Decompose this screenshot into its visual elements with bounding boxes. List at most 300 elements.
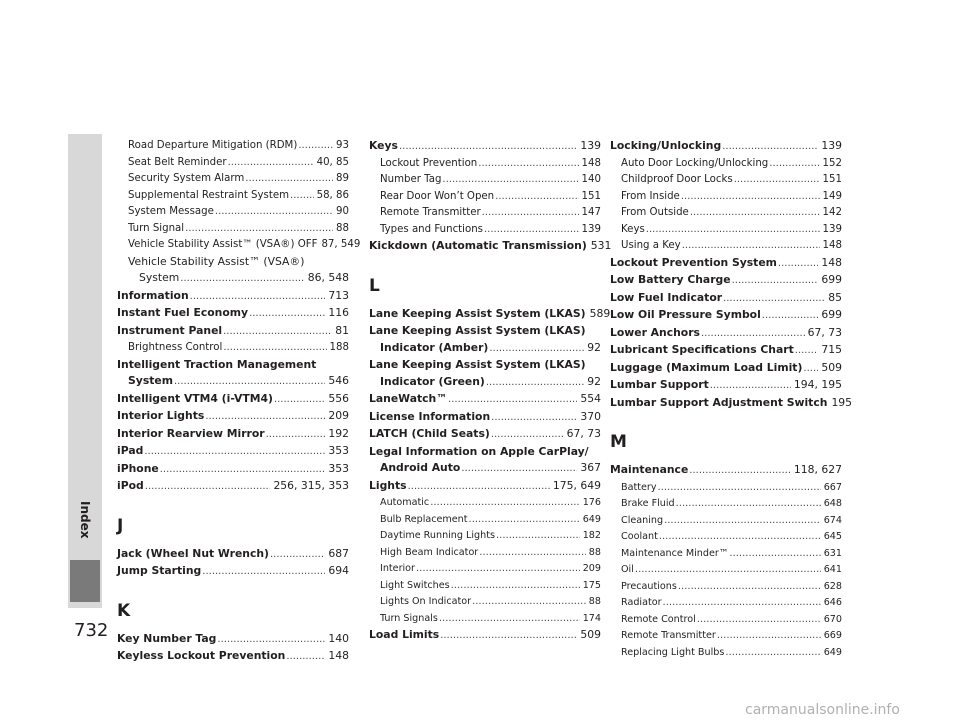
index-subentry[interactable] xyxy=(117,155,349,172)
index-subentry[interactable] xyxy=(369,205,601,222)
index-entry-pages[interactable]: 370 xyxy=(580,409,601,423)
index-entry-pages[interactable]: 58, 86 xyxy=(316,189,349,201)
index-entry-term: Turn Signals xyxy=(380,612,438,624)
index-entry[interactable] xyxy=(117,546,349,564)
index-entry-line xyxy=(380,528,601,545)
leader-dots xyxy=(491,427,564,444)
index-entry-line xyxy=(610,360,842,378)
index-subentry[interactable] xyxy=(369,156,601,173)
index-entry[interactable] xyxy=(117,563,349,581)
index-subentry[interactable] xyxy=(610,156,842,173)
index-entry-term: Lights On Indicator xyxy=(380,596,472,607)
index-entry[interactable] xyxy=(610,360,842,378)
index-subentry[interactable] xyxy=(369,528,601,545)
index-subentry[interactable] xyxy=(610,189,842,206)
leader-dots xyxy=(145,479,271,496)
index-entry[interactable] xyxy=(610,138,842,156)
index-entry-term: Instant Fuel Economy xyxy=(117,306,249,319)
index-entry-pages[interactable]: 148 xyxy=(581,157,601,169)
index-entry-pages[interactable]: 81 xyxy=(335,323,349,337)
index-entry[interactable] xyxy=(117,323,349,341)
index-subentry[interactable] xyxy=(610,595,842,612)
leader-dots xyxy=(442,172,578,189)
index-entry-term: Auto Door Locking/Unlocking xyxy=(621,157,769,169)
leader-dots xyxy=(190,289,326,306)
index-entry-line xyxy=(117,648,349,666)
index-entry-term: Using a Key xyxy=(621,240,681,251)
index-entry-term: iPad xyxy=(117,444,144,457)
index-entry-line xyxy=(621,546,842,563)
index-subentry[interactable] xyxy=(610,579,842,596)
index-entry-term: Keyless Lockout Prevention xyxy=(117,649,286,662)
leader-dots xyxy=(223,340,326,357)
index-entry-pages[interactable]: 509 xyxy=(821,360,842,374)
index-entry[interactable] xyxy=(369,238,612,256)
index-entry-line xyxy=(621,480,842,497)
index-entry[interactable] xyxy=(610,325,842,343)
index-subentry[interactable] xyxy=(610,645,842,662)
index-subentry[interactable] xyxy=(117,221,349,238)
index-subentry[interactable] xyxy=(369,594,601,611)
index-entry-line xyxy=(117,373,349,391)
index-entry-term: Intelligent VTM4 (i-VTM4) xyxy=(117,391,273,405)
index-entry-pages[interactable]: 209 xyxy=(328,409,349,422)
leader-dots xyxy=(701,326,805,343)
index-entry[interactable] xyxy=(610,290,842,308)
index-entry-pages[interactable]: 88 xyxy=(336,222,349,234)
index-entry-line xyxy=(621,189,842,206)
leader-dots xyxy=(274,392,325,409)
index-entry[interactable] xyxy=(117,443,349,461)
index-entry-term-first-line: Legal Information on Apple CarPlay/ xyxy=(369,444,589,458)
index-subentry[interactable] xyxy=(610,612,842,629)
index-entry-line xyxy=(621,172,842,189)
index-subentry[interactable] xyxy=(610,546,842,563)
leader-dots xyxy=(663,595,821,612)
index-entry-pages[interactable]: 85 xyxy=(828,290,842,304)
index-entry-line xyxy=(117,408,349,426)
index-entry-pages[interactable]: 139 xyxy=(821,139,842,152)
index-entry-term: Remote Transmitter xyxy=(621,630,716,641)
index-entry-line xyxy=(610,307,842,325)
leader-dots xyxy=(205,409,325,426)
index-entry[interactable] xyxy=(117,288,349,306)
index-entry-term: Childproof Door Locks xyxy=(621,174,733,185)
leader-dots xyxy=(762,308,819,325)
leader-dots xyxy=(249,306,325,323)
index-entry-line xyxy=(610,377,842,395)
index-entry-pages[interactable]: 188 xyxy=(329,342,349,353)
leader-dots xyxy=(430,495,579,512)
index-entry-term: Locking/Unlocking xyxy=(610,139,722,152)
index-entry[interactable] xyxy=(369,138,601,156)
index-entry-term: iPod xyxy=(117,479,144,492)
index-entry-term: System xyxy=(139,271,180,284)
leader-dots xyxy=(298,138,333,155)
index-entry-term: iPhone xyxy=(117,461,159,475)
leader-dots xyxy=(270,547,325,564)
index-entry-term: Automatic xyxy=(380,497,430,508)
index-entry[interactable] xyxy=(369,627,601,645)
index-entry-term: Instrument Panel xyxy=(117,323,223,337)
index-entry[interactable] xyxy=(610,272,842,290)
index-subentry[interactable] xyxy=(369,189,601,206)
page-number: 732 xyxy=(74,620,109,641)
index-entry-pages[interactable]: 140 xyxy=(328,631,349,645)
index-entry-pages[interactable]: 116 xyxy=(328,306,349,319)
index-entry-pages[interactable]: 715 xyxy=(821,343,842,356)
index-entry[interactable] xyxy=(117,648,349,666)
index-entry-pages[interactable]: 649 xyxy=(582,513,601,525)
leader-dots xyxy=(778,256,818,273)
leader-dots xyxy=(717,628,821,645)
index-entry-pages[interactable]: 118, 627 xyxy=(793,463,842,476)
leader-dots xyxy=(710,378,791,395)
index-entry-pages[interactable]: 694 xyxy=(328,564,349,577)
index-entry-line xyxy=(621,645,842,662)
index-entry-term: Remote Transmitter xyxy=(380,207,481,218)
index-entry-line xyxy=(621,628,842,645)
index-entry-term: Lane Keeping Assist System (LKAS) xyxy=(369,306,586,320)
leader-dots xyxy=(215,204,333,221)
index-subentry[interactable] xyxy=(369,222,601,239)
index-entry-line xyxy=(128,204,349,221)
index-entry-pages[interactable]: 86, 548 xyxy=(307,271,349,284)
leader-dots xyxy=(484,222,579,239)
index-entry-pages[interactable]: 151 xyxy=(581,190,601,202)
index-entry-pages[interactable]: 92 xyxy=(587,340,601,354)
index-entry-line xyxy=(128,188,349,205)
index-entry-pages[interactable]: 628 xyxy=(823,580,842,592)
index-entry[interactable] xyxy=(369,357,601,391)
leader-dots xyxy=(734,172,820,189)
leader-dots xyxy=(664,513,821,530)
index-entry-pages[interactable]: 89 xyxy=(336,173,349,184)
index-entry-pages[interactable]: 88 xyxy=(588,596,601,607)
index-entry-pages[interactable]: 256, 315, 353 xyxy=(273,479,349,492)
index-entry-line xyxy=(128,340,349,357)
leader-dots xyxy=(461,461,577,478)
index-entry-line xyxy=(610,138,842,156)
index-entry-pages[interactable]: 641 xyxy=(823,564,842,575)
index-entry-pages[interactable]: 353 xyxy=(328,461,349,475)
index-entry[interactable] xyxy=(610,395,853,413)
index-entry-term: Load Limits xyxy=(369,628,440,641)
index-entry[interactable] xyxy=(369,391,601,409)
index-entry-term: Interior Rearview Mirror xyxy=(117,426,265,440)
index-entry-pages[interactable]: 631 xyxy=(823,547,842,559)
index-entry[interactable] xyxy=(369,323,601,357)
index-subentry[interactable] xyxy=(610,496,842,513)
index-subentry[interactable] xyxy=(610,222,842,239)
index-entry[interactable] xyxy=(369,306,611,324)
index-entry-pages[interactable]: 175 xyxy=(582,579,601,591)
index-entry-term: Information xyxy=(117,288,189,302)
index-subentry[interactable] xyxy=(610,513,842,530)
index-entry-pages[interactable]: 554 xyxy=(580,392,601,405)
index-entry[interactable] xyxy=(369,409,601,427)
index-entry-pages[interactable]: 151 xyxy=(822,174,842,185)
leader-dots xyxy=(399,139,577,156)
leader-dots xyxy=(491,410,577,427)
index-entry[interactable] xyxy=(369,478,601,496)
index-subentry[interactable] xyxy=(117,188,349,205)
index-entry-pages[interactable]: 40, 85 xyxy=(316,156,349,168)
leader-dots xyxy=(408,479,550,496)
leader-dots xyxy=(223,324,332,341)
index-entry-line xyxy=(610,325,842,343)
index-entry-term: Precautions xyxy=(621,580,677,592)
index-entry-line xyxy=(621,513,842,530)
index-entry-line xyxy=(621,612,842,629)
index-entry-pages[interactable]: 149 xyxy=(822,190,842,202)
index-entry-pages[interactable]: 699 xyxy=(821,308,842,321)
index-entry-pages[interactable]: 669 xyxy=(823,630,842,641)
index-entry-pages[interactable]: 93 xyxy=(336,140,349,151)
index-entry-line xyxy=(369,627,601,645)
leader-dots xyxy=(478,156,578,173)
index-entry-pages[interactable]: 699 xyxy=(821,273,842,286)
index-subentry[interactable] xyxy=(117,237,361,254)
index-entry[interactable] xyxy=(610,307,842,325)
index-entry-pages[interactable]: 175, 649 xyxy=(552,478,601,492)
index-entry-term: Turn Signal xyxy=(128,222,185,234)
leader-dots xyxy=(722,139,818,156)
index-entry-term: LATCH (Child Seats) xyxy=(369,427,490,440)
index-entry-pages[interactable]: 546 xyxy=(328,374,349,387)
leader-dots xyxy=(290,188,314,205)
leader-dots xyxy=(228,155,314,172)
index-entry-line xyxy=(621,238,842,255)
index-entry-pages[interactable]: 174 xyxy=(582,612,601,624)
index-entry-pages[interactable]: 139 xyxy=(822,223,842,235)
index-entry-pages[interactable]: 713 xyxy=(328,288,349,302)
index-entry-line xyxy=(380,495,601,512)
index-entry[interactable] xyxy=(610,255,842,273)
leader-dots xyxy=(681,189,820,206)
index-entry-line xyxy=(610,395,853,413)
sidebar-tab-marker xyxy=(70,560,100,602)
index-entry-pages[interactable]: 67, 73 xyxy=(566,427,601,440)
leader-dots xyxy=(472,594,586,611)
leader-dots xyxy=(732,273,819,290)
index-entry[interactable] xyxy=(117,391,349,409)
index-entry-line xyxy=(128,171,349,188)
index-entry[interactable] xyxy=(369,444,601,478)
index-subentry[interactable] xyxy=(369,611,601,628)
index-entry-pages[interactable]: 649 xyxy=(823,646,842,658)
index-entry-pages[interactable]: 88 xyxy=(588,546,601,558)
index-entry-term: Coolant xyxy=(621,531,658,542)
index-entry[interactable] xyxy=(117,631,349,649)
index-entry-pages[interactable]: 87, 549 xyxy=(321,239,361,250)
leader-dots xyxy=(482,205,579,222)
index-entry-line xyxy=(380,611,601,628)
index-entry-term: Lower Anchors xyxy=(610,325,700,339)
index-entry-pages[interactable]: 646 xyxy=(823,597,842,608)
index-entry-pages[interactable]: 176 xyxy=(582,497,601,508)
index-entry-line xyxy=(369,409,601,427)
index-subentry[interactable] xyxy=(369,172,601,189)
index-entry-term: Luggage (Maximum Load Limit) xyxy=(610,360,803,374)
index-entry-line xyxy=(610,342,842,360)
index-entry[interactable] xyxy=(117,426,349,444)
index-entry-pages[interactable]: 140 xyxy=(581,174,601,185)
index-entry-pages[interactable]: 139 xyxy=(580,139,601,152)
index-entry-line xyxy=(621,579,842,596)
leader-dots xyxy=(658,480,821,497)
index-entry[interactable] xyxy=(117,305,349,323)
index-entry-term: Road Departure Mitigation (RDM) xyxy=(128,140,298,151)
leader-dots xyxy=(144,444,325,461)
index-entry-term: Battery xyxy=(621,481,657,493)
index-entry-pages[interactable]: 147 xyxy=(581,207,601,218)
index-entry-pages[interactable]: 152 xyxy=(822,157,842,169)
leader-dots xyxy=(266,427,326,444)
index-entry[interactable] xyxy=(369,426,601,444)
leader-dots xyxy=(439,611,580,628)
leader-dots xyxy=(286,649,325,666)
index-entry-term: Bulb Replacement xyxy=(380,513,468,525)
index-subentry[interactable] xyxy=(117,171,349,188)
index-entry-line xyxy=(117,270,349,288)
index-letter-heading: M xyxy=(610,432,627,452)
index-entry-pages[interactable]: 142 xyxy=(822,207,842,218)
index-entry-term: Brake Fluid xyxy=(621,498,675,509)
index-entry-term: Indicator (Green) xyxy=(380,374,485,388)
index-subentry[interactable] xyxy=(610,628,842,645)
index-subentry[interactable] xyxy=(117,204,349,221)
index-subentry[interactable] xyxy=(610,562,842,579)
index-entry-line xyxy=(117,305,349,323)
index-entry-line xyxy=(128,221,349,238)
index-entry-pages[interactable]: 645 xyxy=(823,531,842,542)
index-entry-term: Lumbar Support xyxy=(610,378,709,391)
leader-dots xyxy=(729,546,820,563)
index-entry-pages[interactable]: 556 xyxy=(328,391,349,405)
index-entry[interactable] xyxy=(117,461,349,479)
index-entry-pages[interactable]: 589 xyxy=(589,306,611,320)
index-subentry[interactable] xyxy=(369,512,601,529)
leader-dots xyxy=(217,632,325,649)
leader-dots xyxy=(245,171,333,188)
index-entry-pages[interactable]: 192 xyxy=(328,426,349,440)
leader-dots xyxy=(697,612,821,629)
index-entry-line xyxy=(369,374,601,392)
index-entry[interactable] xyxy=(610,377,842,395)
leader-dots xyxy=(489,341,584,358)
index-entry-term: System Message xyxy=(128,206,214,217)
index-entry-pages[interactable]: 531 xyxy=(590,239,612,252)
index-entry-line xyxy=(621,205,842,222)
index-entry-line xyxy=(380,561,601,578)
index-entry-term: System xyxy=(128,374,173,387)
index-entry-pages[interactable]: 670 xyxy=(823,613,842,625)
index-entry-pages[interactable]: 92 xyxy=(587,374,601,388)
index-entry-pages[interactable]: 148 xyxy=(328,649,349,662)
watermark: carmanualsonline.info xyxy=(745,702,900,718)
index-entry[interactable] xyxy=(117,408,349,426)
index-letter-heading: L xyxy=(369,275,380,296)
index-subentry[interactable] xyxy=(610,205,842,222)
index-entry-line xyxy=(128,138,349,155)
index-entry-line xyxy=(610,255,842,273)
index-entry-pages[interactable]: 90 xyxy=(336,206,349,217)
index-entry-pages[interactable]: 67, 73 xyxy=(807,325,842,339)
index-entry-pages[interactable]: 194, 195 xyxy=(793,378,842,391)
index-entry-line xyxy=(369,460,601,478)
index-entry[interactable] xyxy=(610,462,842,480)
index-entry-pages[interactable]: 182 xyxy=(582,530,601,541)
leader-dots xyxy=(185,221,333,238)
index-entry-line xyxy=(621,562,842,579)
index-entry-term-first-line: Vehicle Stability Assist™ (VSA®) xyxy=(128,254,305,268)
index-entry-pages[interactable]: 353 xyxy=(328,444,349,457)
index-entry-pages[interactable]: 674 xyxy=(823,514,842,526)
index-entry-line xyxy=(369,238,612,256)
index-subentry[interactable] xyxy=(369,495,601,512)
index-entry-pages[interactable]: 648 xyxy=(823,498,842,509)
index-entry-term: Radiator xyxy=(621,597,662,608)
index-entry-term: Lockout Prevention System xyxy=(610,255,777,269)
index-subentry[interactable] xyxy=(369,561,601,578)
index-entry-term: Remote Control xyxy=(621,613,696,625)
index-entry-line xyxy=(117,563,349,581)
sidebar-index-label[interactable]: Index xyxy=(78,501,92,539)
index-entry-pages[interactable]: 148 xyxy=(821,255,842,269)
index-entry-line xyxy=(369,426,601,444)
index-subentry[interactable] xyxy=(369,578,601,595)
index-subentry[interactable] xyxy=(369,545,601,562)
index-entry-term: High Beam Indicator xyxy=(380,546,479,558)
index-entry[interactable] xyxy=(117,478,349,496)
index-entry-pages[interactable]: 367 xyxy=(580,461,601,474)
index-entry-line xyxy=(621,156,842,173)
index-entry[interactable] xyxy=(610,342,842,360)
index-subentry[interactable] xyxy=(610,238,842,255)
index-entry-pages[interactable]: 148 xyxy=(822,240,842,251)
index-entry-line xyxy=(128,237,361,254)
index-entry-term: Maintenance Minder™ xyxy=(621,547,729,559)
index-entry-term: From Outside xyxy=(621,207,689,218)
index-entry-pages[interactable]: 209 xyxy=(582,563,601,574)
index-entry-pages[interactable]: 195 xyxy=(831,395,853,409)
index-entry-pages[interactable]: 509 xyxy=(580,628,601,641)
leader-dots xyxy=(174,374,325,391)
index-subentry[interactable] xyxy=(117,340,349,357)
index-subentry[interactable] xyxy=(610,172,842,189)
index-entry-term-first-line: Intelligent Traction Management xyxy=(117,357,317,371)
index-subentry[interactable] xyxy=(610,529,842,546)
index-subentry[interactable] xyxy=(117,138,349,155)
index-entry-pages[interactable]: 667 xyxy=(823,481,842,493)
index-entry-line xyxy=(380,205,601,222)
index-entry-term: Cleaning xyxy=(621,514,664,526)
index-entry[interactable] xyxy=(117,357,349,391)
index-column-2 xyxy=(369,138,612,645)
index-subentry[interactable] xyxy=(610,480,842,497)
index-entry-term: Maintenance xyxy=(610,463,689,476)
index-subentry[interactable] xyxy=(117,254,349,288)
leader-dots xyxy=(803,361,818,378)
index-entry-term: Types and Functions xyxy=(380,223,483,235)
index-entry-line xyxy=(128,155,349,172)
leader-dots xyxy=(676,496,821,513)
leader-dots xyxy=(440,628,577,645)
leader-dots xyxy=(180,271,305,288)
index-entry-pages[interactable]: 687 xyxy=(328,546,349,560)
index-entry-pages[interactable]: 139 xyxy=(581,223,601,235)
